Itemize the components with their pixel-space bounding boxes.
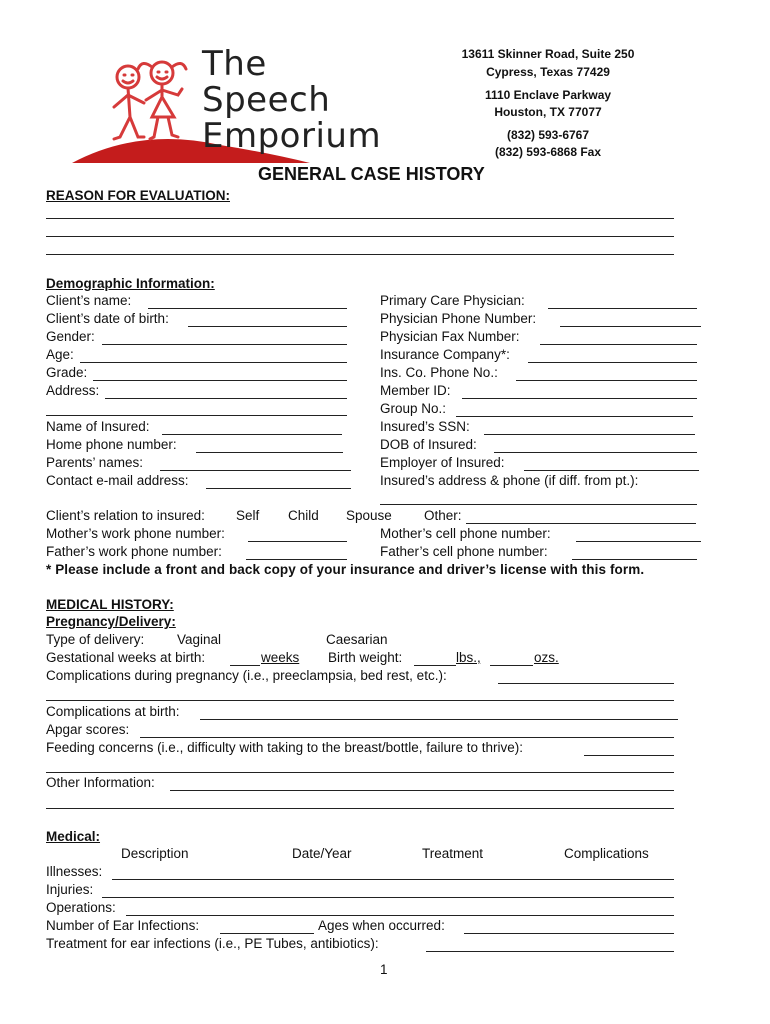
relation-child[interactable]: Child <box>288 508 319 523</box>
logo-text-the: The <box>202 44 267 84</box>
reason-line-3[interactable] <box>46 254 674 255</box>
birth-weight-label: Birth weight: <box>328 650 403 665</box>
injuries-label: Injuries: <box>46 882 94 897</box>
physician-phone-label: Physician Phone Number: <box>380 311 537 326</box>
insured-ssn-field[interactable] <box>484 434 695 435</box>
relation-label: Client’s relation to insured: <box>46 508 205 523</box>
ear-infections-field[interactable] <box>220 933 314 934</box>
logo-text-speech: Speech <box>202 80 331 120</box>
gender-label: Gender: <box>46 329 95 344</box>
other-info-field-2[interactable] <box>46 808 674 809</box>
complications-pregnancy-label: Complications during pregnancy (i.e., preeclampsia, bed rest, etc.): <box>46 668 447 683</box>
primary-physician-field[interactable] <box>548 308 697 309</box>
ear-treatment-label: Treatment for ear infections (i.e., PE Tubes, antibiotics): <box>46 936 379 951</box>
group-no-label: Group No.: <box>380 401 447 416</box>
insured-address-field[interactable] <box>380 504 697 505</box>
mother-cell-label: Mother’s cell phone number: <box>380 526 551 541</box>
client-name-field[interactable] <box>148 308 347 309</box>
relation-self[interactable]: Self <box>236 508 260 523</box>
address-label: Address: <box>46 383 100 398</box>
birth-weight-ozs-field[interactable] <box>490 665 533 666</box>
page-number: 1 <box>380 962 388 977</box>
gestational-label: Gestational weeks at birth: <box>46 650 206 665</box>
member-id-field[interactable] <box>462 398 697 399</box>
reason-line-1[interactable] <box>46 218 674 219</box>
relation-other-field[interactable] <box>466 523 696 524</box>
delivery-vaginal[interactable]: Vaginal <box>177 632 222 647</box>
ins-phone-label: Ins. Co. Phone No.: <box>380 365 498 380</box>
physician-phone-field[interactable] <box>560 326 701 327</box>
logo <box>70 45 410 170</box>
primary-physician-label: Primary Care Physician: <box>380 293 525 308</box>
medical-heading: Medical: <box>46 829 101 844</box>
grade-field[interactable] <box>93 380 347 381</box>
ins-phone-field[interactable] <box>516 380 697 381</box>
parents-names-label: Parents’ names: <box>46 455 144 470</box>
client-dob-label: Client’s date of birth: <box>46 311 169 326</box>
demographic-heading: Demographic Information: <box>46 276 215 291</box>
insurance-company-field[interactable] <box>528 362 697 363</box>
member-id-label: Member ID: <box>380 383 451 398</box>
gestational-field[interactable] <box>230 665 260 666</box>
dob-insured-label: DOB of Insured: <box>380 437 477 452</box>
other-info-label: Other Information: <box>46 775 155 790</box>
name-of-insured-field[interactable] <box>162 434 342 435</box>
medical-history-heading: MEDICAL HISTORY: <box>46 597 174 612</box>
col-complications: Complications <box>564 846 649 861</box>
operations-field[interactable] <box>126 915 674 916</box>
apgar-field[interactable] <box>140 737 674 738</box>
feeding-field[interactable] <box>584 755 674 756</box>
name-of-insured-label: Name of Insured: <box>46 419 150 434</box>
physician-fax-label: Physician Fax Number: <box>380 329 520 344</box>
father-work-label: Father’s work phone number: <box>46 544 222 559</box>
address-line-1: 13611 Skinner Road, Suite 250 <box>461 47 635 61</box>
illnesses-field[interactable] <box>112 879 674 880</box>
lbs-unit: lbs., <box>456 650 481 665</box>
delivery-type-label: Type of delivery: <box>46 632 145 647</box>
fax-number: (832) 593-6868 Fax <box>494 145 602 159</box>
mother-work-label: Mother’s work phone number: <box>46 526 225 541</box>
relation-spouse[interactable]: Spouse <box>346 508 392 523</box>
father-cell-label: Father’s cell phone number: <box>380 544 548 559</box>
col-description: Description <box>121 846 189 861</box>
relation-other[interactable]: Other: <box>424 508 462 523</box>
injuries-field[interactable] <box>102 897 674 898</box>
father-cell-field[interactable] <box>572 559 697 560</box>
insurance-company-label: Insurance Company*: <box>380 347 510 362</box>
col-treatment: Treatment <box>422 846 484 861</box>
complications-birth-label: Complications at birth: <box>46 704 180 719</box>
employer-insured-field[interactable] <box>524 470 699 471</box>
insured-ssn-label: Insured’s SSN: <box>380 419 470 434</box>
age-label: Age: <box>46 347 74 362</box>
grade-label: Grade: <box>46 365 88 380</box>
group-no-field[interactable] <box>456 416 693 417</box>
reason-heading: REASON FOR EVALUATION: <box>46 188 230 203</box>
ear-treatment-field[interactable] <box>426 951 674 952</box>
reason-line-2[interactable] <box>46 236 674 237</box>
weeks-unit: weeks <box>261 650 300 665</box>
contact-email-field[interactable] <box>206 488 351 489</box>
client-dob-field[interactable] <box>188 326 347 327</box>
ages-occurred-field[interactable] <box>464 933 674 934</box>
feeding-label: Feeding concerns (i.e., difficulty with taking to the breast/bottle, failure to thrive): <box>46 740 523 755</box>
dob-insured-field[interactable] <box>494 452 697 453</box>
address-line-4: Houston, TX 77077 <box>494 105 602 119</box>
complications-pregnancy-field[interactable] <box>498 683 674 684</box>
page-title: GENERAL CASE HISTORY <box>258 164 485 184</box>
mother-cell-field[interactable] <box>576 541 701 542</box>
address-field[interactable] <box>105 398 347 399</box>
pregnancy-heading: Pregnancy/Delivery: <box>46 614 176 629</box>
client-name-label: Client’s name: <box>46 293 132 308</box>
insured-address-label: Insured’s address & phone (if diff. from pt.): <box>380 473 639 488</box>
operations-label: Operations: <box>46 900 116 915</box>
ozs-unit: ozs. <box>534 650 559 665</box>
complications-pregnancy-field-2[interactable] <box>46 700 674 701</box>
ages-occurred-label: Ages when occurred: <box>318 918 445 933</box>
contact-email-label: Contact e-mail address: <box>46 473 189 488</box>
physician-fax-field[interactable] <box>540 344 697 345</box>
insurance-note: * Please include a front and back copy of your insurance and driver’s license with this form. <box>46 562 645 577</box>
mother-work-field[interactable] <box>248 541 347 542</box>
home-phone-label: Home phone number: <box>46 437 177 452</box>
feeding-field-2[interactable] <box>46 772 674 773</box>
parents-names-field[interactable] <box>160 470 351 471</box>
address-line-2: Cypress, Texas 77429 <box>486 65 610 79</box>
address-field-2[interactable] <box>46 415 347 416</box>
other-info-field[interactable] <box>170 790 674 791</box>
apgar-label: Apgar scores: <box>46 722 130 737</box>
gender-field[interactable] <box>102 344 347 345</box>
birth-weight-lbs-field[interactable] <box>414 665 456 666</box>
col-date-year: Date/Year <box>292 846 352 861</box>
ear-infections-label: Number of Ear Infections: <box>46 918 200 933</box>
address-line-3: 1110 Enclave Parkway <box>484 88 612 102</box>
complications-birth-field[interactable] <box>200 719 678 720</box>
illnesses-label: Illnesses: <box>46 864 103 879</box>
age-field[interactable] <box>80 362 347 363</box>
delivery-caesarian[interactable]: Caesarian <box>326 632 388 647</box>
phone-number: (832) 593-6767 <box>506 128 590 142</box>
employer-insured-label: Employer of Insured: <box>380 455 505 470</box>
logo-text-emporium: Emporium <box>202 116 382 156</box>
father-work-field[interactable] <box>246 559 347 560</box>
home-phone-field[interactable] <box>196 452 343 453</box>
